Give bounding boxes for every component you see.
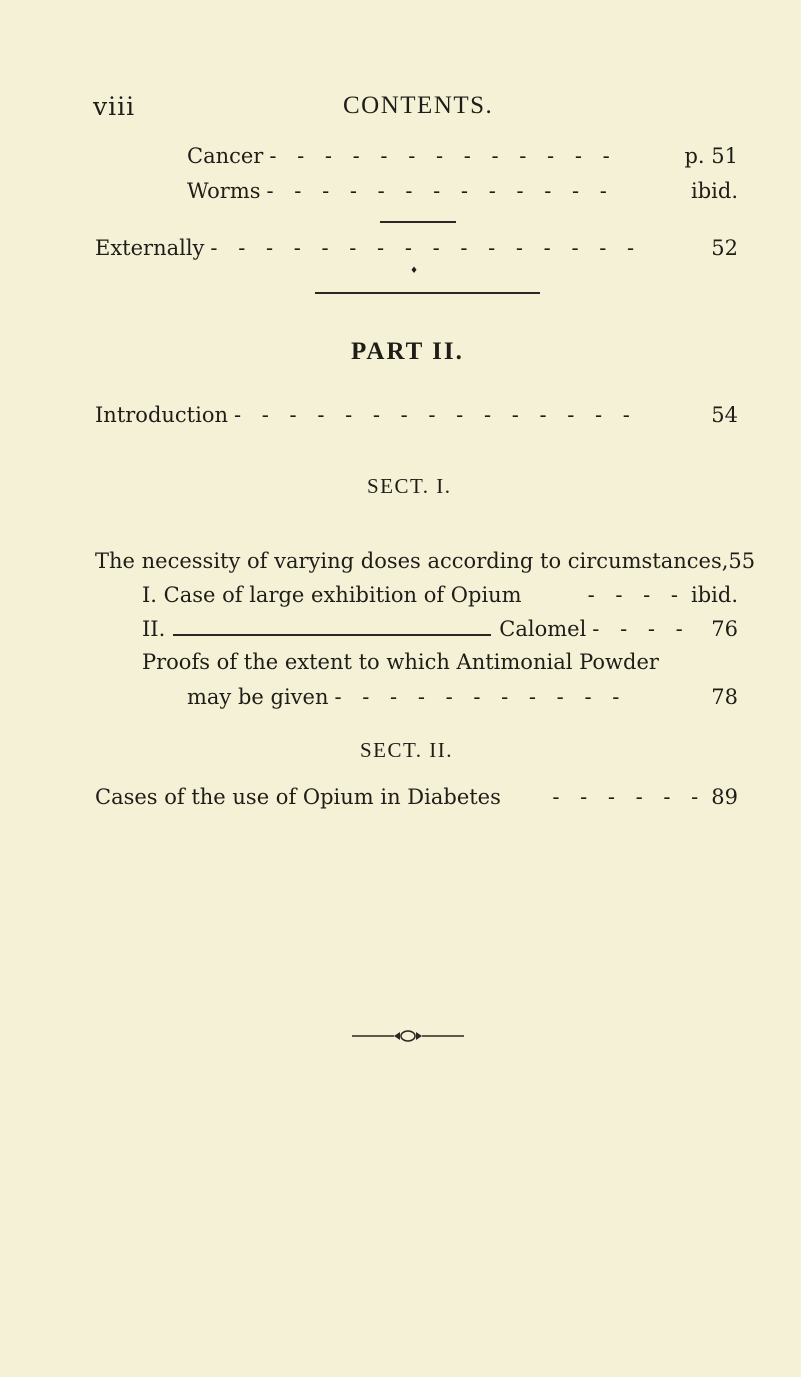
toc-entry-label: Worms [187, 179, 261, 203]
toc-entry-label: may be given [187, 685, 329, 709]
short-rule [380, 221, 456, 223]
toc-leader: - - - - [592, 617, 690, 641]
toc-page-number: ibid. [691, 583, 738, 607]
toc-entry-label: Introduction [95, 403, 228, 427]
toc-leader: - - - - - - - - - - - [334, 685, 627, 709]
separator-mark: ♦ [410, 266, 419, 276]
section-heading-1: SECT. I. [367, 474, 452, 498]
toc-leader: - - - - - - [552, 785, 706, 809]
toc-entry-prefix: II. [142, 617, 166, 641]
toc-entry-externally[interactable] [95, 236, 738, 260]
toc-leader: - - - - [587, 583, 685, 607]
section-rule [315, 292, 540, 294]
toc-entry-proofs[interactable] [187, 685, 738, 709]
toc-entry-label: The necessity of varying doses according to circumstances, [95, 549, 729, 573]
page-number: viii [93, 92, 136, 121]
toc-page-number: ibid. [691, 179, 738, 203]
toc-page-number: 54 [711, 403, 738, 427]
toc-entry-label: Externally [95, 236, 205, 260]
running-head: CONTENTS. [343, 92, 494, 119]
toc-page-number: p. 51 [684, 144, 738, 168]
toc-entry-introduction[interactable] [95, 403, 738, 427]
part-heading: PART II. [351, 338, 464, 365]
toc-page-number: 52 [711, 236, 738, 260]
section-heading-2: SECT. II. [360, 738, 454, 762]
ditto-rule [173, 634, 491, 636]
toc-entry-case-opium[interactable] [142, 583, 738, 607]
end-ornament-icon [352, 1027, 464, 1045]
toc-leader: - - - - - - - - - - - - - [269, 144, 617, 168]
toc-entry-label: Calomel [499, 617, 587, 641]
toc-entry-label: Cancer [187, 144, 264, 168]
toc-page-number: 76 [711, 617, 738, 641]
toc-page-number: 89 [711, 785, 738, 809]
toc-entry-cancer[interactable] [187, 144, 738, 168]
toc-leader: - - - - - - - - - - - - - [266, 179, 614, 203]
toc-entry-case-calomel[interactable] [142, 617, 738, 641]
toc-leader: - - - - - - - - - - - - - - - - [210, 236, 642, 260]
toc-leader: - - - - - - - - - - - - - - - [234, 403, 637, 427]
toc-entry-label: Cases of the use of Opium in Diabetes [95, 785, 501, 809]
toc-entry-proofs-line1: Proofs of the extent to which Antimonial Powder [142, 650, 659, 674]
toc-page-number: 78 [711, 685, 738, 709]
toc-entry-diabetes[interactable] [95, 785, 738, 809]
toc-entry-necessity[interactable] [95, 549, 756, 573]
toc-entry-label: I. Case of large exhibition of Opium [142, 583, 522, 607]
toc-entry-worms[interactable] [187, 179, 738, 203]
toc-page-number: 55 [728, 549, 756, 573]
